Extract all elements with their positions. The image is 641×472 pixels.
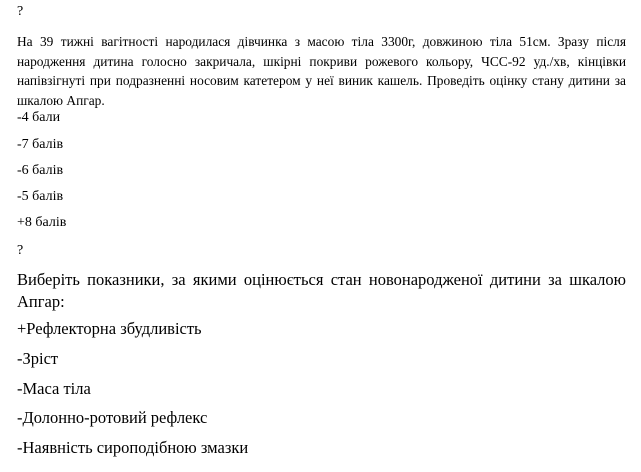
- question-2-option-5: -Наявність сироподібною змазки: [17, 438, 249, 457]
- question-2-option-2: -Зріст: [17, 349, 59, 368]
- question-1-text: На 39 тижні вагітності народилася дівчинка з масою тіла 3300г, довжиною тіла 51см. Зразу після народження дитина голосно закричала, шкірні покриви рожевого кольору, ЧСС-92 уд./хв, кінцівки напівзігнуті при подразненні носовим катетером у неї виник кашель. Проведіть оцінку стану дитини за шкалою Апгар.: [17, 34, 626, 108]
- question-2-text: Виберіть показники, за якими оцінюється стан новонародженої дитини за шкалою Апгар:: [17, 270, 626, 311]
- question-1-option-3: -6 балів: [17, 163, 64, 178]
- question-1-option-5: +8 балів: [17, 215, 67, 230]
- question-2-option-3: -Маса тіла: [17, 379, 91, 398]
- question-2-option-1: +Рефлекторна збудливість: [17, 319, 202, 338]
- question-1-option-4: -5 балів: [17, 189, 64, 204]
- question-1-option-1: -4 бали: [17, 110, 61, 125]
- question-1-mark: ?: [17, 4, 24, 19]
- question-2-option-4: -Долонно-ротовий рефлекс: [17, 408, 208, 427]
- question-2-mark: ?: [17, 243, 24, 258]
- question-1-option-2: -7 балів: [17, 137, 64, 152]
